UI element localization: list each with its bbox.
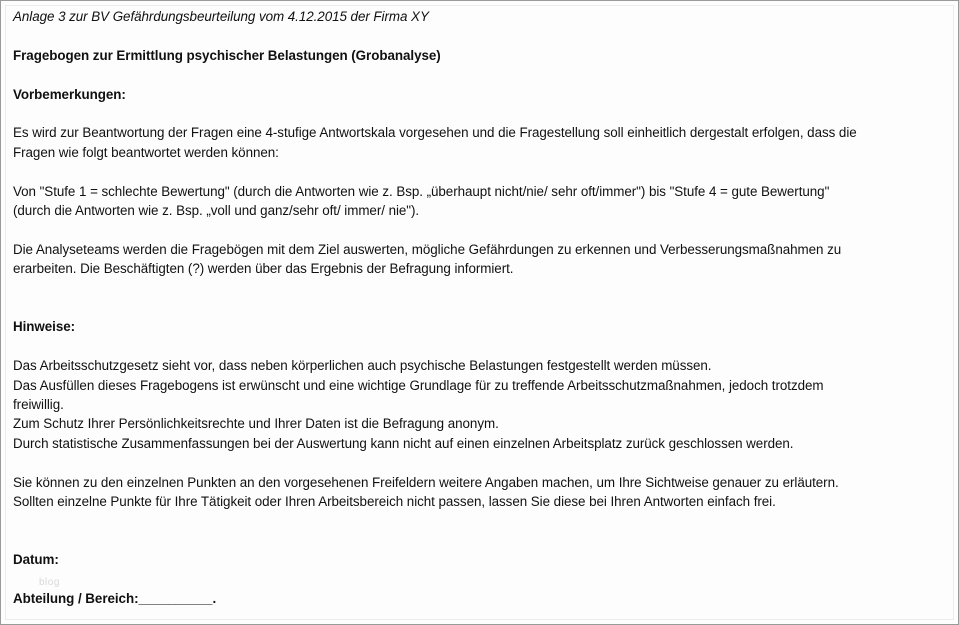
paragraph-line: Es wird zur Beantwortung der Fragen eine 4-stufige Antwortskala vorgesehen und die Fragestellung soll einheitlich dergestalt erfolgen, dass die	[13, 125, 857, 141]
spacer	[13, 531, 946, 550]
hint-line: Zum Schutz Ihrer Persönlichkeitsrechte und Ihrer Daten ist die Befragung anonym.	[13, 416, 499, 432]
spacer	[13, 279, 946, 298]
hint-line: Sollten einzelne Punkte für Ihre Tätigkeit oder Ihren Arbeitsbereich nicht passen, lassen Sie diese bei Ihren Antworten einfach frei.	[13, 494, 776, 510]
field-abteilung: Abteilung / Bereich:__________.	[13, 591, 217, 606]
hint-line: Sie können zu den einzelnen Punkten an den vorgesehenen Freifeldern weitere Angaben machen, um Ihre Sichtweise genauer zu erläutern.	[13, 474, 839, 490]
paragraph-line: Die Analyseteams werden die Fragebögen mit dem Ziel auswerten, mögliche Gefährdungen zu erkennen und Verbesserungsmaßnahmen zu	[13, 241, 842, 257]
paragraph-line: Von "Stufe 1 = schlechte Bewertung" (durch die Antworten wie z. Bsp. „überhaupt nicht/nie/ sehr oft/immer") bis "Stufe 4 = gute Bewertung"	[13, 183, 830, 199]
spacer	[13, 511, 946, 530]
hint-line: Das Ausfüllen dieses Fragebogens ist erwünscht und eine wichtige Grundlage für zu treffende Arbeitsschutzmaßnahmen, jedoch trotzdem	[13, 377, 824, 393]
paragraph-line: (durch die Antworten wie z. Bsp. „voll und ganz/sehr oft/ immer/ nie").	[13, 203, 420, 218]
hint-line: Das Arbeitsschutzgesetz sieht vor, dass neben körperlichen auch psychische Belastungen festgestellt werden müssen.	[13, 358, 712, 374]
spacer	[13, 26, 946, 45]
spacer	[13, 298, 946, 317]
watermark: blog	[39, 577, 60, 588]
hint-line: Durch statistische Zusammenfassungen bei der Auswertung kann nicht auf einen einzelnen Arbeitsplatz zurück geschlossen werden.	[13, 435, 794, 451]
spacer	[13, 162, 946, 181]
spacer	[13, 104, 946, 123]
spacer	[13, 220, 946, 239]
section-heading-hinweise: Hinweise:	[13, 319, 76, 335]
spacer	[13, 337, 946, 356]
document-header: Anlage 3 zur BV Gefährdungsbeurteilung vom 4.12.2015 der Firma XY	[13, 9, 429, 24]
section-heading-vorbemerkungen: Vorbemerkungen:	[13, 86, 126, 102]
field-datum: Datum:	[13, 552, 59, 568]
hint-line: freiwillig.	[13, 397, 64, 412]
spacer	[13, 453, 946, 472]
spacer	[13, 570, 946, 589]
paragraph-line: Fragen wie folgt beantwortet werden können:	[13, 144, 279, 160]
document-title: Fragebogen zur Ermittlung psychischer Belastungen (Grobanalyse)	[13, 47, 441, 63]
spacer	[13, 65, 946, 84]
paragraph-line: erarbeiten. Die Beschäftigten (?) werden über das Ergebnis der Befragung informiert.	[13, 261, 514, 277]
